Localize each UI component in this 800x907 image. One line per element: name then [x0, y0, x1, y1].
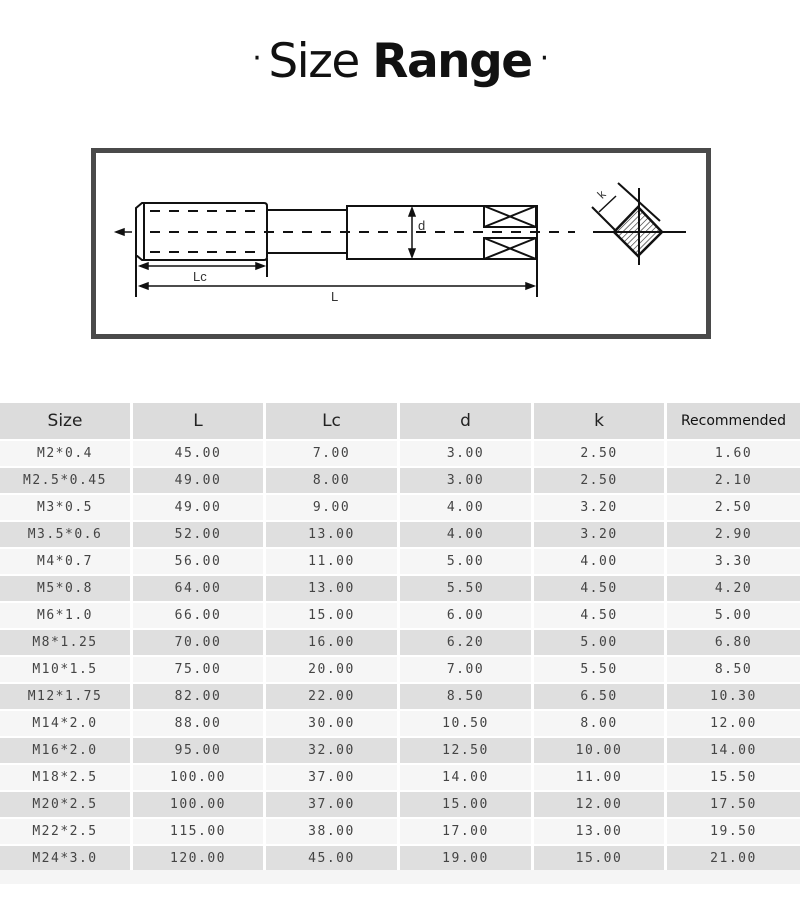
- cell-k: 2.50: [534, 468, 667, 495]
- cell-recommended: 21.00: [667, 846, 800, 873]
- cell-recommended: 5.00: [667, 603, 800, 630]
- cell-k: 12.00: [534, 792, 667, 819]
- page-title: [0, 34, 800, 89]
- table-row: [0, 549, 800, 576]
- size-range-table: [0, 403, 800, 873]
- table-header-row: [0, 403, 800, 441]
- cell-size: M4*0.7: [0, 549, 133, 576]
- cell-k: 4.50: [534, 603, 667, 630]
- cell-lc: 37.00: [266, 792, 400, 819]
- table-footer-strip: [0, 870, 800, 884]
- cell-l: 95.00: [133, 738, 266, 765]
- cell-k: 5.50: [534, 657, 667, 684]
- cell-k: 8.00: [534, 711, 667, 738]
- cell-lc: 32.00: [266, 738, 400, 765]
- table-row: [0, 846, 800, 873]
- table-row: [0, 711, 800, 738]
- cell-d: 15.00: [400, 792, 534, 819]
- cell-lc: 37.00: [266, 765, 400, 792]
- cell-lc: 30.00: [266, 711, 400, 738]
- cell-size: M10*1.5: [0, 657, 133, 684]
- cell-recommended: 15.50: [667, 765, 800, 792]
- cell-k: 3.20: [534, 495, 667, 522]
- table-row: [0, 738, 800, 765]
- cell-lc: 8.00: [266, 468, 400, 495]
- cell-d: 5.50: [400, 576, 534, 603]
- header-recommended: Recommended: [667, 403, 800, 441]
- cell-lc: 13.00: [266, 576, 400, 603]
- cell-k: 6.50: [534, 684, 667, 711]
- cell-recommended: 3.30: [667, 549, 800, 576]
- cell-size: M18*2.5: [0, 765, 133, 792]
- cell-l: 88.00: [133, 711, 266, 738]
- cell-d: 6.00: [400, 603, 534, 630]
- cell-size: M5*0.8: [0, 576, 133, 603]
- cell-recommended: 19.50: [667, 819, 800, 846]
- cell-lc: 7.00: [266, 441, 400, 468]
- cell-d: 12.50: [400, 738, 534, 765]
- d-label: d: [418, 218, 426, 233]
- cell-d: 4.00: [400, 522, 534, 549]
- cell-size: M8*1.25: [0, 630, 133, 657]
- cell-k: 10.00: [534, 738, 667, 765]
- cell-recommended: 2.50: [667, 495, 800, 522]
- table-row: [0, 441, 800, 468]
- cell-l: 120.00: [133, 846, 266, 873]
- cell-size: M20*2.5: [0, 792, 133, 819]
- cell-d: 4.00: [400, 495, 534, 522]
- cell-lc: 15.00: [266, 603, 400, 630]
- lc-label: Lc: [193, 269, 207, 284]
- cell-d: 7.00: [400, 657, 534, 684]
- cell-l: 100.00: [133, 792, 266, 819]
- table-row: [0, 630, 800, 657]
- table-row: [0, 468, 800, 495]
- cell-lc: 22.00: [266, 684, 400, 711]
- cell-l: 49.00: [133, 468, 266, 495]
- header-lc: Lc: [266, 403, 400, 441]
- cell-k: 2.50: [534, 441, 667, 468]
- cell-d: 14.00: [400, 765, 534, 792]
- cell-recommended: 4.20: [667, 576, 800, 603]
- cell-k: 4.50: [534, 576, 667, 603]
- table-row: [0, 792, 800, 819]
- cell-recommended: 12.00: [667, 711, 800, 738]
- cell-recommended: 8.50: [667, 657, 800, 684]
- cell-k: 11.00: [534, 765, 667, 792]
- cell-k: 13.00: [534, 819, 667, 846]
- cell-l: 66.00: [133, 603, 266, 630]
- cell-l: 45.00: [133, 441, 266, 468]
- cell-size: M2.5*0.45: [0, 468, 133, 495]
- cell-d: 8.50: [400, 684, 534, 711]
- cell-lc: 20.00: [266, 657, 400, 684]
- cell-l: 56.00: [133, 549, 266, 576]
- cell-l: 75.00: [133, 657, 266, 684]
- cell-lc: 45.00: [266, 846, 400, 873]
- cell-k: 3.20: [534, 522, 667, 549]
- tap-dimension-diagram: [91, 148, 711, 339]
- cell-recommended: 1.60: [667, 441, 800, 468]
- header-l: L: [133, 403, 266, 441]
- cell-size: M3.5*0.6: [0, 522, 133, 549]
- cell-lc: 38.00: [266, 819, 400, 846]
- title-bullet-left: ·: [252, 41, 261, 76]
- cell-size: M16*2.0: [0, 738, 133, 765]
- cell-l: 100.00: [133, 765, 266, 792]
- cell-recommended: 2.90: [667, 522, 800, 549]
- cell-size: M12*1.75: [0, 684, 133, 711]
- cell-recommended: 14.00: [667, 738, 800, 765]
- cell-l: 64.00: [133, 576, 266, 603]
- cell-lc: 13.00: [266, 522, 400, 549]
- table-row: [0, 765, 800, 792]
- cell-recommended: 17.50: [667, 792, 800, 819]
- cell-k: 4.00: [534, 549, 667, 576]
- title-bullet-right: ·: [539, 41, 548, 76]
- cell-d: 6.20: [400, 630, 534, 657]
- table-row: [0, 819, 800, 846]
- table-row: [0, 603, 800, 630]
- title-light-text: Size: [268, 34, 373, 89]
- table-row: [0, 576, 800, 603]
- cell-d: 10.50: [400, 711, 534, 738]
- header-d: d: [400, 403, 534, 441]
- cell-recommended: 6.80: [667, 630, 800, 657]
- header-size: Size: [0, 403, 133, 441]
- cell-lc: 9.00: [266, 495, 400, 522]
- cell-l: 52.00: [133, 522, 266, 549]
- table-row: [0, 495, 800, 522]
- cell-l: 49.00: [133, 495, 266, 522]
- cell-d: 5.00: [400, 549, 534, 576]
- table-row: [0, 684, 800, 711]
- cell-k: 15.00: [534, 846, 667, 873]
- cell-k: 5.00: [534, 630, 667, 657]
- table-row: [0, 522, 800, 549]
- cell-size: M14*2.0: [0, 711, 133, 738]
- k-label: k: [594, 187, 609, 202]
- cell-lc: 11.00: [266, 549, 400, 576]
- title-bold-text: Range: [372, 34, 532, 89]
- cell-l: 115.00: [133, 819, 266, 846]
- cell-d: 19.00: [400, 846, 534, 873]
- l-label: L: [331, 289, 339, 304]
- cell-size: M24*3.0: [0, 846, 133, 873]
- cell-d: 3.00: [400, 468, 534, 495]
- tap-drawing-icon: [91, 148, 711, 339]
- header-k: k: [534, 403, 667, 441]
- cell-l: 82.00: [133, 684, 266, 711]
- cell-size: M2*0.4: [0, 441, 133, 468]
- cell-size: M3*0.5: [0, 495, 133, 522]
- cell-recommended: 2.10: [667, 468, 800, 495]
- cell-size: M22*2.5: [0, 819, 133, 846]
- cell-recommended: 10.30: [667, 684, 800, 711]
- cell-l: 70.00: [133, 630, 266, 657]
- cell-d: 3.00: [400, 441, 534, 468]
- cell-lc: 16.00: [266, 630, 400, 657]
- cell-size: M6*1.0: [0, 603, 133, 630]
- cell-d: 17.00: [400, 819, 534, 846]
- table-row: [0, 657, 800, 684]
